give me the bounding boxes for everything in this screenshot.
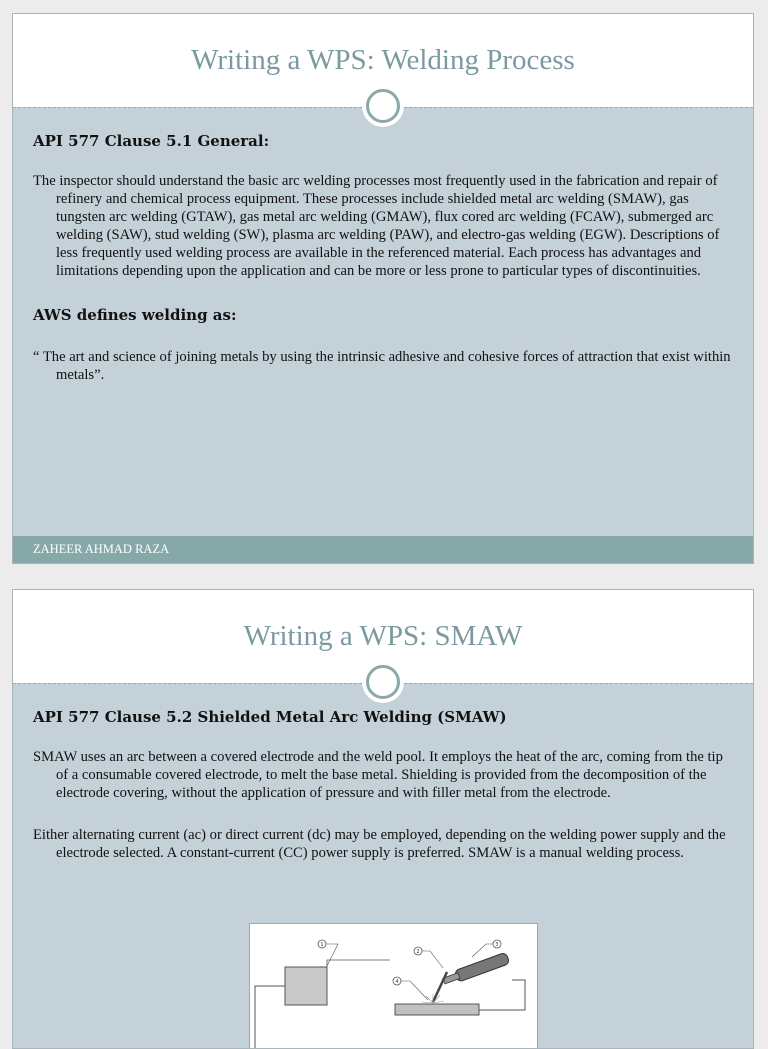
slide-content bbox=[33, 132, 735, 400]
body-paragraph: Either alternating current (ac) or direct current (dc) may be employed, depending on the welding power supply and the electrode selected. A constant-current (CC) power supply is preferred. SMAW is a manual welding process. bbox=[33, 827, 726, 861]
circle-ornament-icon bbox=[363, 662, 403, 702]
arc-sparks bbox=[422, 994, 444, 1003]
power-source-box bbox=[285, 967, 327, 1005]
author-name: ZAHEER AHMAD RAZA bbox=[33, 542, 170, 556]
section-heading: AWS defines welding as: bbox=[33, 306, 237, 324]
ground-cable bbox=[479, 980, 525, 1010]
callout-2-label: 2 bbox=[416, 949, 420, 955]
circuit-cable-left bbox=[255, 986, 285, 1049]
callout-1-label: 1 bbox=[320, 942, 324, 948]
quote-paragraph: “ The art and science of joining metals by using the intrinsic adhesive and cohesive forces of attraction that exist within metals”. bbox=[33, 349, 731, 383]
electrode bbox=[433, 972, 447, 1002]
leader-line bbox=[327, 960, 390, 986]
callout-3-label: 3 bbox=[495, 942, 499, 948]
electrode-holder bbox=[442, 952, 510, 987]
slide-content bbox=[33, 708, 735, 878]
smaw-circuit-diagram bbox=[249, 923, 538, 1049]
body-paragraph: The inspector should understand the basic arc welding processes most frequently used in the fabrication and repair of refinery and chemical process equipment. These processes include shielded metal arc welding (SMAW), gas tungsten arc welding (GTAW), gas metal arc welding (GMAW), flux cored arc welding (FCAW), submerged arc welding (SAW), stud welding (SW), plasma arc welding (PAW), and electro-gas welding (EGW). Descriptions of less frequently used welding process are available in the referenced material. Each process has advantages and limitations depending upon the application and can be more or less prone to particular types of discontinuities. bbox=[33, 173, 720, 279]
slide-smaw bbox=[12, 589, 754, 1049]
smaw-diagram-svg bbox=[250, 924, 537, 1049]
slide-title: Writing a WPS: Welding Process bbox=[191, 44, 575, 76]
slide-welding-process bbox=[12, 13, 754, 564]
section-heading: API 577 Clause 5.1 General: bbox=[33, 132, 270, 150]
body-paragraph: SMAW uses an arc between a covered electrode and the weld pool. It employs the heat of the arc, coming from the tip of a consumable covered electrode, to melt the base metal. Shielding is provided from the decomposition of the electrode covering, without the application of pressure and with filler metal from the electrode. bbox=[33, 749, 723, 801]
slide-title: Writing a WPS: SMAW bbox=[243, 620, 523, 652]
callout-4-label: 4 bbox=[395, 979, 399, 985]
workpiece-plate bbox=[395, 1004, 479, 1015]
section-heading: API 577 Clause 5.2 Shielded Metal Arc Welding (SMAW) bbox=[33, 708, 507, 726]
circle-ornament-icon bbox=[363, 86, 403, 126]
footer-bar bbox=[13, 536, 753, 563]
